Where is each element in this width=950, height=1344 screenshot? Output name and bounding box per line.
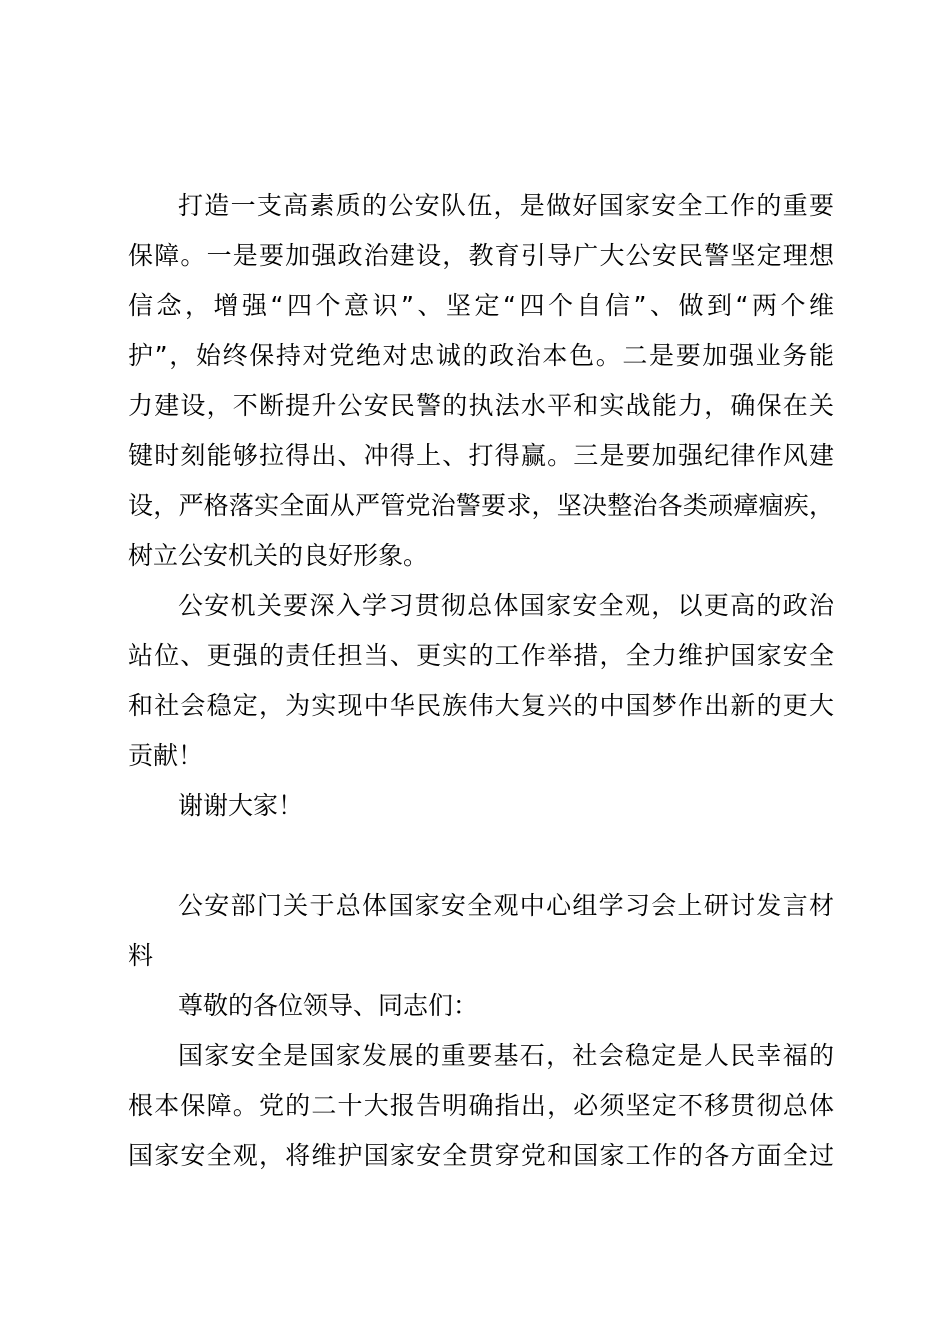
text-line: 国家安全观，将维护国家安全贯穿党和国家工作的各方面全过: [128, 1141, 834, 1170]
text-line: 公安机关要深入学习贯彻总体国家安全观，以更高的政治: [178, 591, 834, 620]
text-line: 尊敬的各位领导、同志们：: [178, 991, 479, 1020]
text-line: 打造一支高素质的公安队伍，是做好国家安全工作的重要: [178, 191, 834, 220]
text-line: 设，严格落实全面从严管党治警要求，坚决整治各类顽瘴痼疾，: [128, 491, 834, 520]
text-line: 保障。一是要加强政治建设，教育引导广大公安民警坚定理想: [128, 241, 834, 270]
text-line: 力建设，不断提升公安民警的执法水平和实战能力，确保在关: [128, 391, 834, 420]
paragraph-spacer: [128, 831, 834, 881]
text-line: 根本保障。党的二十大报告明确指出，必须坚定不移贯彻总体: [128, 1091, 834, 1120]
text-line: 谢谢大家！: [178, 791, 304, 820]
text-line: 信念，增强“四个意识”、坚定“四个自信”、做到“两个维: [128, 291, 834, 320]
text-line: 树立公安机关的良好形象。: [128, 541, 429, 570]
text-line: 料: [128, 941, 154, 970]
salutation: [128, 981, 834, 1031]
section-title: [128, 881, 834, 981]
paragraph-opening: [128, 1031, 834, 1181]
text-line: 护”，始终保持对党绝对忠诚的政治本色。二是要加强业务能: [128, 341, 834, 370]
text-line: 公安部门关于总体国家安全观中心组学习会上研讨发言材: [178, 891, 834, 920]
text-line: 国家安全是国家发展的重要基石，社会稳定是人民幸福的: [178, 1041, 834, 1070]
paragraph-conclusion: [128, 581, 834, 781]
text-line: 和社会稳定，为实现中华民族伟大复兴的中国梦作出新的更大: [128, 691, 834, 720]
text-line: 贡献！: [128, 741, 204, 770]
paragraph-security-team: [128, 181, 834, 581]
paragraph-thanks: [128, 781, 834, 831]
text-line: 键时刻能够拉得出、冲得上、打得赢。三是要加强纪律作风建: [128, 441, 834, 470]
text-line: 站位、更强的责任担当、更实的工作举措，全力维护国家安全: [128, 641, 834, 670]
document-body: [128, 181, 834, 1181]
